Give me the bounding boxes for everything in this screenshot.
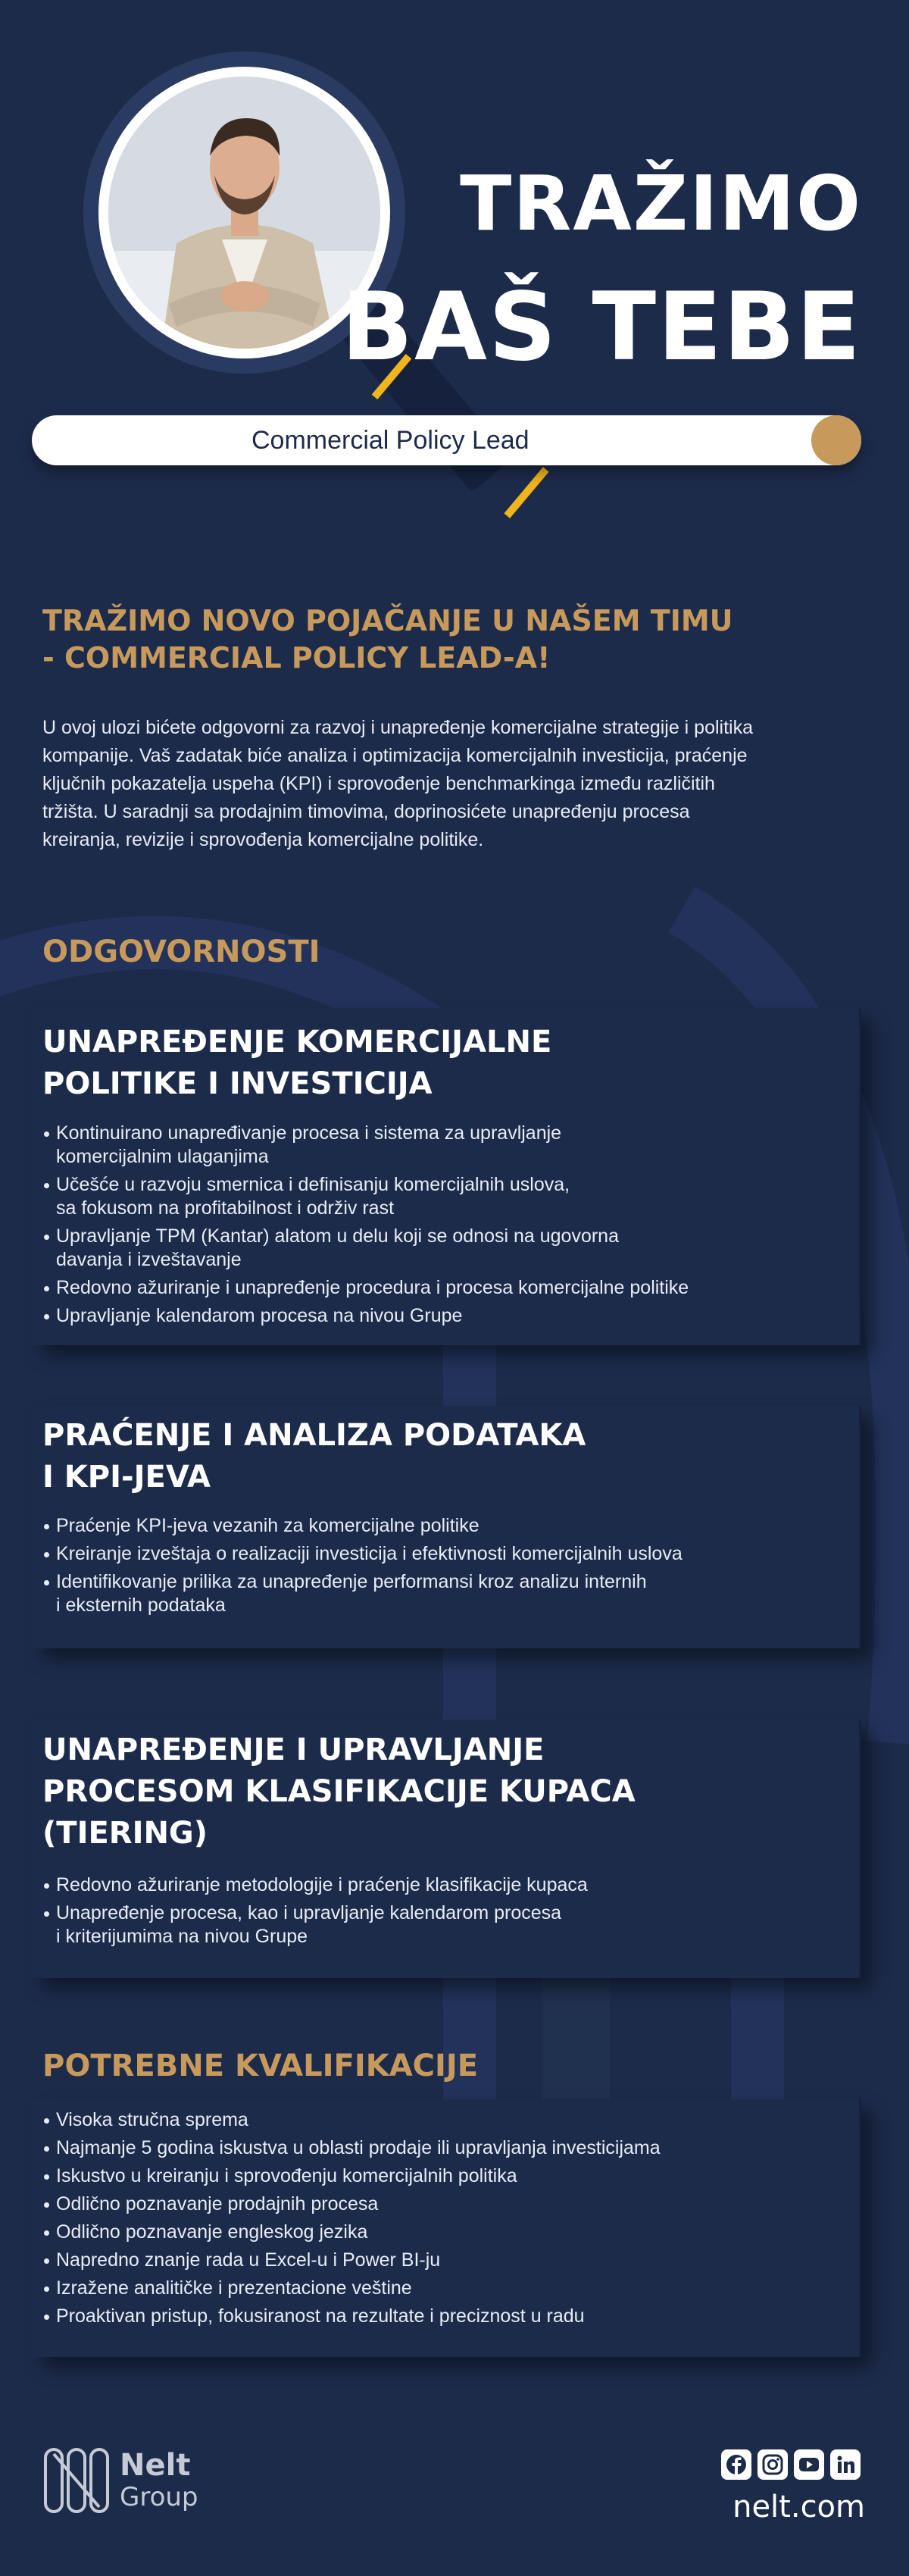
qualification-item: Napredno znanje rada u Excel-u i Power BI-ju: [42, 2249, 845, 2272]
website-link[interactable]: nelt.com: [733, 2490, 865, 2524]
card-title-line: PROCESOM KLASIFIKACIJE KUPACA: [42, 1774, 636, 1809]
bullet-item: Kontinuirano unapređivanje procesa i sistema za upravljanje komercijalnim ulaganjima: [42, 1122, 845, 1169]
hero-photo: [108, 77, 380, 349]
nelt-logo-icon[interactable]: [42, 2446, 111, 2515]
card-title-line: UNAPREĐENJE KOMERCIJALNE: [42, 1025, 552, 1060]
card-bullets: [42, 1514, 845, 1622]
responsibility-card-3: [32, 1720, 861, 1978]
card-title: [42, 1729, 636, 1855]
bullet-item: Redovno ažuriranje metodologije i praćenje klasifikacije kupaca: [42, 1873, 845, 1897]
qualification-bullets: [42, 2108, 845, 2333]
linkedin-icon[interactable]: [830, 2449, 861, 2480]
intro-line: kreiranja, revizije i sprovođenja komercijalne politike.: [42, 829, 484, 850]
bullet-item: Kreiranje izveštaja o realizaciji investicija i efektivnosti komercijalnih uslova: [42, 1542, 845, 1566]
accent-line-right: [504, 467, 548, 518]
responsibilities-heading: ODGOVORNOSTI: [42, 934, 320, 969]
youtube-icon[interactable]: [794, 2449, 824, 2480]
card-title-line: POLITIKE I INVESTICIJA: [42, 1066, 433, 1101]
bullet-item: Praćenje KPI-jeva vezanih za komercijalne politike: [42, 1514, 845, 1538]
intro-heading-line1: TRAŽIMO NOVO POJAČANJE U NAŠEM TIMU: [42, 604, 733, 637]
qualification-item: Iskustvo u kreiranju i sprovođenju komercijalnih politika: [42, 2164, 845, 2188]
person-illustration: [108, 77, 380, 349]
bullet-item: Redovno ažuriranje i unapređenje procedura i procesa komercijalne politike: [42, 1276, 845, 1300]
bullet-item: Upravljanje TPM (Kantar) alatom u delu koji se odnosi na ugovorna davanja i izveštavanje: [42, 1225, 845, 1272]
logo-wordmark: Nelt: [120, 2448, 191, 2483]
card-title-line: UNAPREĐENJE I UPRAVLJANJE: [42, 1732, 545, 1767]
logo-subtitle: Group: [120, 2482, 198, 2512]
bullet-item: Identifikovanje prilika za unapređenje performansi kroz analizu internih i eksternih podataka: [42, 1570, 845, 1617]
card-title-line: (TIERING): [42, 1816, 208, 1851]
card-bullets: [42, 1122, 845, 1332]
intro-line: ključnih pokazatelja uspeha (KPI) i sprovođenje benchmarkinga između različitih: [42, 773, 715, 794]
qualifications-heading: POTREBNE KVALIFIKACIJE: [42, 2049, 479, 2083]
card-title-line: PRAĆENJE I ANALIZA PODATAKA: [42, 1418, 586, 1453]
intro-line: U ovoj ulozi bićete odgovorni za razvoj i unapređenje komercijalne strategije i politika: [42, 717, 754, 738]
qualification-item: Izražene analitičke i prezentacione veštine: [42, 2277, 845, 2300]
qualification-item: Visoka stručna sprema: [42, 2108, 845, 2132]
card-bullets: [42, 1873, 845, 1953]
hero-title-line2: BAŠ TEBE: [341, 273, 862, 382]
facebook-icon[interactable]: [721, 2449, 751, 2480]
qualification-item: Najmanje 5 godina iskustva u oblasti prodaje ili upravljanja investicijama: [42, 2136, 845, 2160]
qualifications-card: [32, 2099, 861, 2357]
position-title: Commercial Policy Lead: [251, 426, 529, 455]
card-title-line: I KPI-JEVA: [42, 1460, 211, 1495]
position-pill: [32, 415, 861, 465]
pill-gold-dot: [811, 415, 861, 465]
bullet-item: Učešće u razvoju smernica i definisanju komercijalnih uslova, sa fokusom na profitabilnost i održiv rast: [42, 1173, 845, 1220]
qualification-item: Odlično poznavanje prodajnih procesa: [42, 2193, 845, 2216]
qualification-item: Proaktivan pristup, fokusiranost na rezultate i preciznost u radu: [42, 2305, 845, 2328]
instagram-icon[interactable]: [758, 2449, 788, 2480]
intro-line: tržišta. U saradnji sa prodajnim timovima, doprinosićete unapređenju procesa: [42, 801, 690, 822]
intro-heading-line2: - COMMERCIAL POLICY LEAD-A!: [42, 641, 551, 675]
responsibility-card-1: [32, 1008, 861, 1345]
bullet-item: Upravljanje kalendarom procesa na nivou Grupe: [42, 1304, 845, 1328]
card-title: [42, 1415, 586, 1498]
intro-heading: [42, 603, 876, 678]
intro-line: kompanije. Vaš zadatak biće analiza i optimizacija komercijalnih investicija, praćenje: [42, 745, 748, 766]
responsibility-card-2: [32, 1406, 861, 1648]
hero-title-line1: TRAŽIMO: [460, 159, 862, 248]
card-title: [42, 1022, 551, 1105]
bullet-item: Unapređenje procesa, kao i upravljanje kalendarom procesa i kriterijumima na nivou Grupe: [42, 1901, 845, 1948]
intro-paragraph: [42, 714, 868, 854]
qualification-item: Odlično poznavanje engleskog jezika: [42, 2221, 845, 2244]
